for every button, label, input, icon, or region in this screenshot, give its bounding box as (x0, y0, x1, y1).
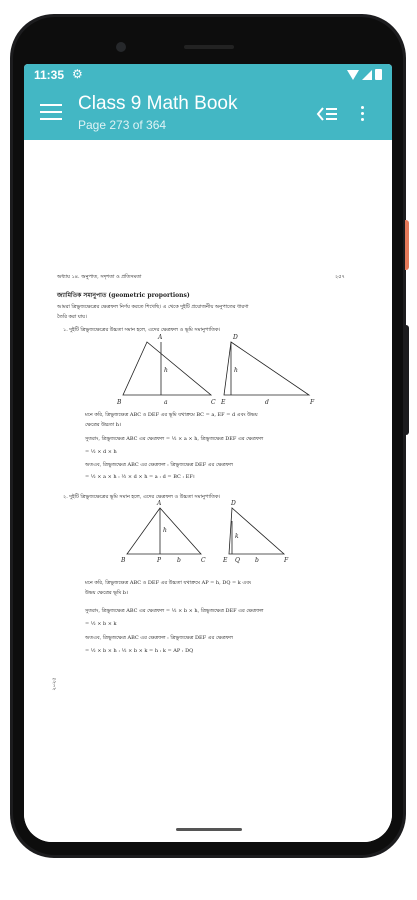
signal-icon (362, 70, 372, 80)
status-bar (24, 64, 392, 88)
item1-line: ক্ষেত্রের উচ্চতা h। (85, 422, 121, 428)
screen (24, 64, 392, 842)
item1-title: ১. দুইটি ত্রিভুজক্ষেত্রের উচ্চতা সমান হলে, এদের ক্ষেত্রফল ও ভূমি সমানুপাতিক। (63, 327, 221, 333)
intro-line: তৈরি করা যায়। (57, 314, 87, 320)
item1-line: = ½ × d × h (85, 449, 117, 455)
figure-2 (51, 498, 376, 570)
battery-icon (375, 69, 382, 80)
item2-line: = ½ × b × k (85, 621, 117, 627)
margin-note: ২০২৫ (51, 677, 58, 691)
label-b-base: b (177, 557, 181, 564)
item2-line: উভয় ক্ষেত্রের ভূমি b। (85, 590, 128, 596)
item2-line: = ½ × b × h : ½ × b × k = h : k = AP : DQ (85, 648, 194, 654)
label-e: E (221, 399, 226, 406)
label-d: D (231, 500, 236, 507)
label-f: F (284, 557, 289, 564)
label-a: A (157, 500, 162, 507)
item1-line: মনে করি, ত্রিভুজক্ষেত্র ABC ও DEF এর ভূমি যথাক্রমে BC = a, EF = d এবং উভয় (85, 412, 258, 418)
app-title: Class 9 Math Book (78, 93, 238, 114)
label-h: h (234, 367, 238, 374)
label-f: F (310, 399, 315, 406)
triangle-def (229, 508, 284, 554)
label-a: A (158, 334, 163, 341)
label-c: C (201, 557, 206, 564)
home-indicator[interactable] (176, 828, 242, 831)
label-h: h (163, 527, 167, 534)
item1-line: = ½ × a × h : ½ × d × h = a : d = BC : EF। (85, 474, 195, 480)
table-of-contents-icon[interactable] (315, 104, 339, 124)
label-h: h (164, 367, 168, 374)
hamburger-menu-icon[interactable] (40, 104, 62, 122)
item2-line: মনে করি, ত্রিভুজক্ষেত্র ABC ও DEF এর উচ্চতা যথাক্রমে AP = h, DQ = k এবং (85, 580, 252, 586)
label-b: B (121, 557, 126, 564)
item1-line: সুতরাং, ত্রিভুজক্ষেত্র ABC এর ক্ষেত্রফল = ½ × a × h, ত্রিভুজক্ষেত্র DEF এর ক্ষেত্রফল (85, 436, 264, 442)
label-d: D (233, 334, 238, 341)
earpiece-speaker (184, 45, 234, 49)
item2-title: ২. দুইটি ত্রিভুজক্ষেত্রের ভূমি সমান হলে, এদের ক্ষেত্রফল ও উচ্চতা সমানুপাতিক। (63, 494, 221, 500)
label-k: k (235, 533, 239, 540)
page-indicator: Page 273 of 364 (78, 118, 167, 132)
label-q: Q (235, 557, 240, 564)
label-p: P (157, 557, 162, 564)
label-a-base: a (164, 399, 168, 406)
volume-button (405, 325, 409, 435)
front-camera (116, 42, 126, 52)
settings-gear-icon: ⚙ (72, 67, 83, 81)
label-b: B (117, 399, 122, 406)
label-c: C (211, 399, 216, 406)
status-icons (347, 69, 382, 80)
label-e: E (223, 557, 228, 564)
power-button (405, 220, 409, 270)
label-b-base: b (255, 557, 259, 564)
running-head: অধ্যায় ১৪. অনুপাত, সদৃশতা ও প্রতিসমতা (57, 274, 142, 280)
more-options-icon[interactable] (356, 104, 368, 124)
item1-line: অতএব, ত্রিভুজক্ষেত্র ABC এর ক্ষেত্রফল : ত্রিভুজক্ষেত্র DEF এর ক্ষেত্রফল (85, 462, 234, 468)
book-page[interactable] (24, 140, 392, 842)
item2-line: সুতরাং, ত্রিভুজক্ষেত্র ABC এর ক্ষেত্রফল = ½ × b × h, ত্রিভুজক্ষেত্র DEF এর ক্ষেত্রফল (85, 608, 264, 614)
app-bar (24, 88, 392, 140)
section-heading: জ্যামিতিক সমানুপাত (geometric proportions) (57, 292, 190, 299)
item2-line: অতএব, ত্রিভুজক্ষেত্র ABC এর ক্ষেত্রফল : ত্রিভুজক্ষেত্র DEF এর ক্ষেত্রফল (85, 635, 234, 641)
wifi-icon (347, 70, 359, 80)
figure-1 (51, 330, 376, 410)
intro-line: আমরা ত্রিভুজক্ষেত্রের ক্ষেত্রফল নির্ণয় করতে শিখেছি। এ থেকে দুইটি প্রয়োজনীয় অনুপাতের ধারণা (57, 304, 249, 310)
page-number: ২৫৭ (335, 274, 345, 280)
label-d-base: d (265, 399, 269, 406)
status-time: 11:35 (34, 68, 65, 82)
